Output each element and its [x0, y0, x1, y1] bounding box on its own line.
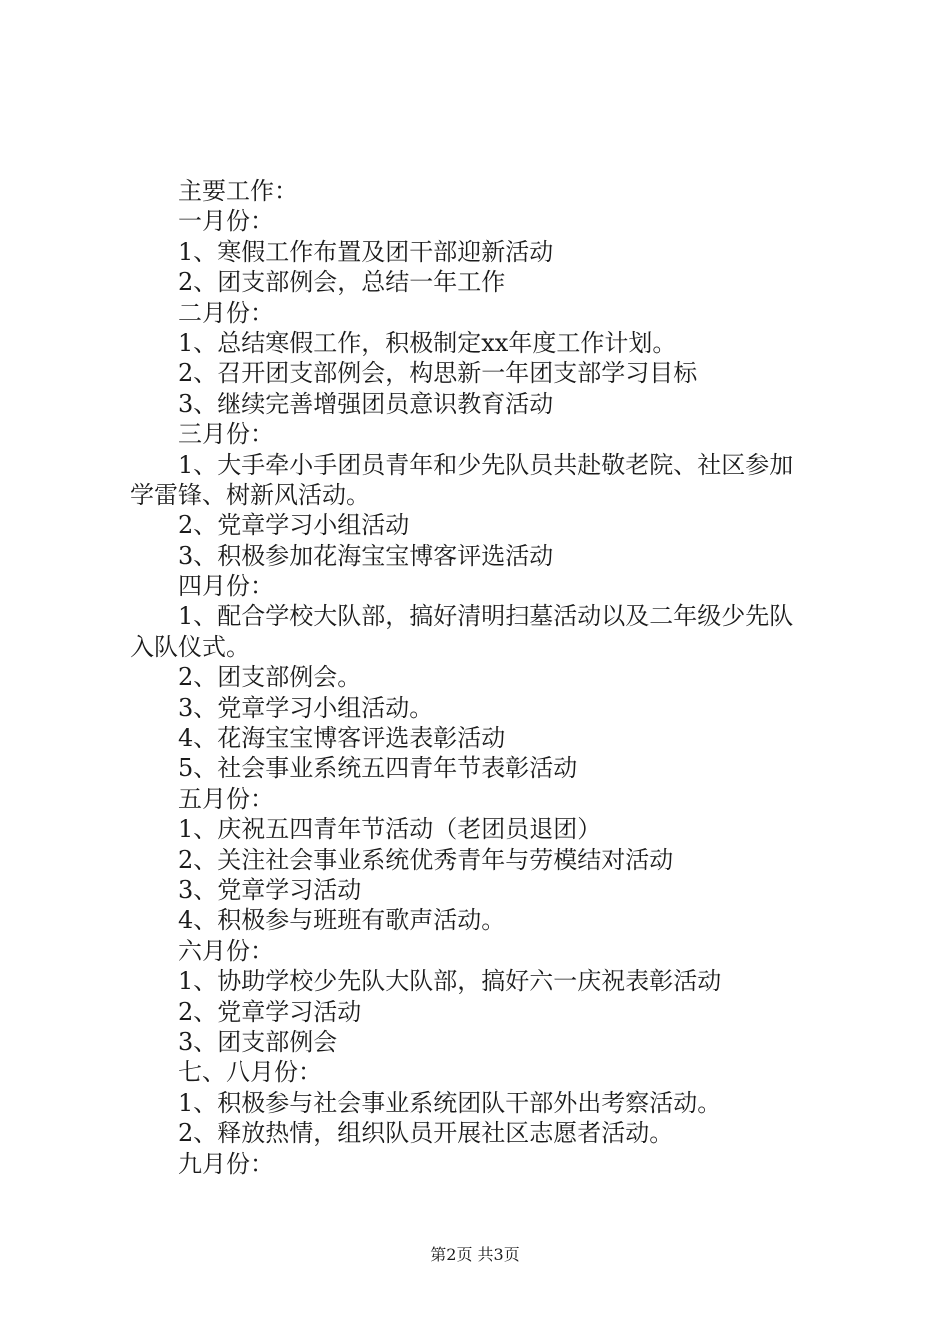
text-line: 1、庆祝五四青年节活动（老团员退团） — [178, 815, 602, 844]
text-line: 4、花海宝宝博客评选表彰活动 — [178, 724, 506, 753]
text-line: 1、寒假工作布置及团干部迎新活动 — [178, 237, 554, 266]
text-line: 1、配合学校大队部，搞好清明扫墓活动以及二年级少先队 — [178, 602, 794, 631]
text-line: 四月份： — [178, 572, 274, 601]
page-footer: 第2页 共3页 — [430, 1245, 520, 1264]
text-line: 2、党章学习小组活动 — [178, 511, 410, 540]
text-line: 2、团支部例会。 — [178, 663, 362, 692]
text-line: 七、八月份： — [178, 1058, 322, 1087]
text-line: 三月份： — [178, 420, 274, 449]
text-line: 2、党章学习活动 — [178, 997, 362, 1026]
text-line: 一月份： — [178, 207, 274, 236]
text-line: 九月份： — [178, 1149, 274, 1178]
text-line: 主要工作： — [178, 177, 298, 205]
text-line: 5、社会事业系统五四青年节表彰活动 — [178, 754, 578, 783]
text-line: 2、关注社会事业系统优秀青年与劳模结对活动 — [178, 845, 674, 874]
text-line: 1、积极参与社会事业系统团队干部外出考察活动。 — [178, 1088, 722, 1117]
document-body — [130, 176, 830, 1179]
text-line: 1、总结寒假工作，积极制定xx年度工作计划。 — [178, 328, 677, 357]
text-line: 二月份： — [178, 298, 274, 327]
text-line: 3、继续完善增强团员意识教育活动 — [178, 389, 554, 418]
text-line: 六月份： — [178, 936, 274, 965]
text-line: 2、释放热情，组织队员开展社区志愿者活动。 — [178, 1119, 674, 1148]
text-line: 入队仪式。 — [130, 632, 250, 661]
text-line: 1、协助学校少先队大队部，搞好六一庆祝表彰活动 — [178, 967, 722, 996]
text-line: 4、积极参与班班有歌声活动。 — [178, 906, 506, 935]
text-line: 3、团支部例会 — [178, 1027, 338, 1056]
text-line: 3、党章学习活动 — [178, 875, 362, 904]
text-line: 3、党章学习小组活动。 — [178, 693, 434, 722]
text-line: 3、积极参加花海宝宝博客评选活动 — [178, 541, 554, 570]
text-line: 1、大手牵小手团员青年和少先队员共赴敬老院、社区参加 — [178, 450, 794, 479]
text-line: 学雷锋、树新风活动。 — [130, 480, 370, 509]
text-line: 五月份： — [178, 784, 274, 813]
text-line: 2、团支部例会，总结一年工作 — [178, 268, 506, 297]
text-line: 2、召开团支部例会，构思新一年团支部学习目标 — [178, 359, 698, 388]
